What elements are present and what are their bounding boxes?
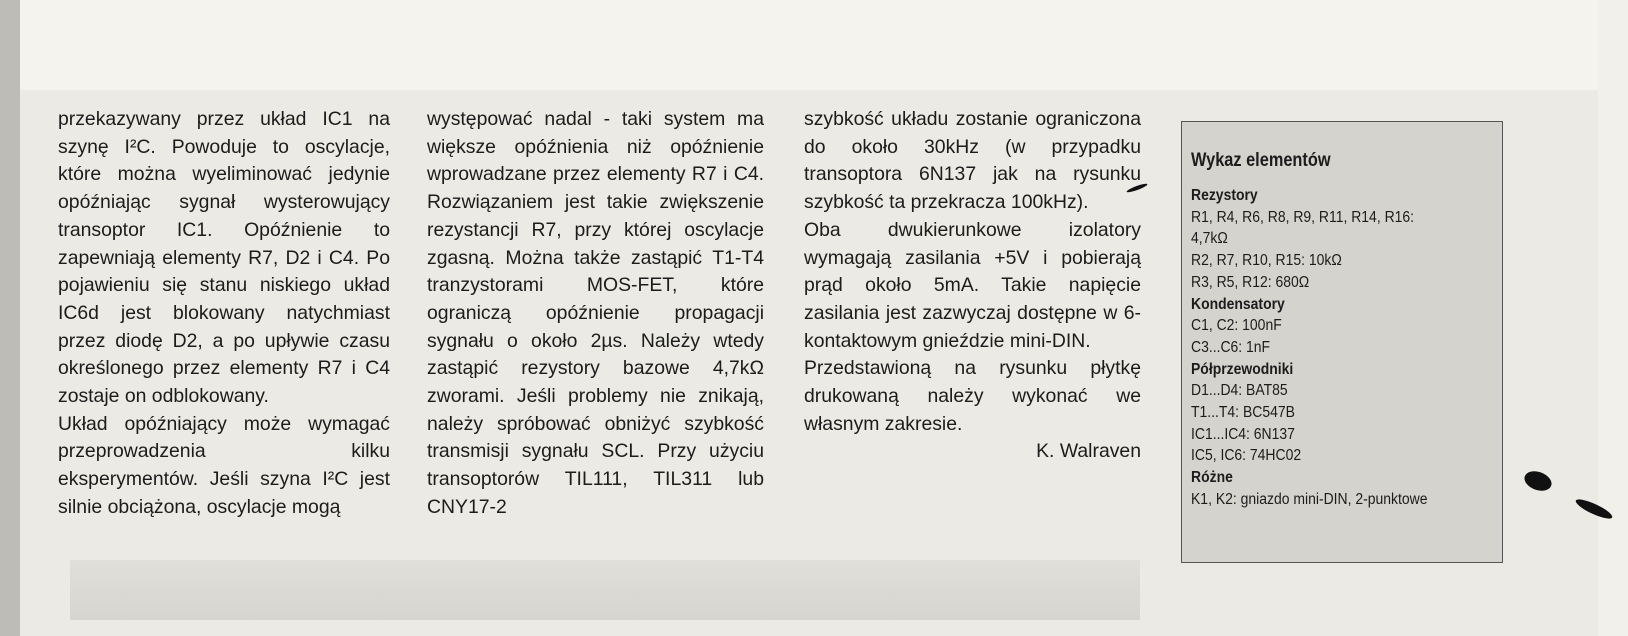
parts-list-item: R1, R4, R6, R8, R9, R11, R14, R16:: [1191, 208, 1415, 226]
page-binding-shadow: [0, 0, 20, 636]
paragraph: Oba dwukierunkowe izolatory wymagają zasilania +5V i pobierają prąd około 5mA. Takie napięcie zasilania jest zazwyczaj dostępne w 6-kontaktowym gnieździe mini-DIN.: [804, 218, 1141, 352]
parts-list-item: IC1...IC4: 6N137: [1191, 425, 1295, 443]
paragraph: występować nadal - taki system ma większe opóźnienia niż opóźnienie wprowadzane przez elementy R7 i C4. Rozwiązaniem jest takie zwiększenie rezystancji R7, przy której oscylacje zgasną. Można także zastąpić T1-T4 tranzystorami MOS-FET, które ograniczą opóźnienie propagacji sygnału o około 2µs. Należy wtedy zastąpić rezystory bazowe 4,7kΩ zworami. Jeśli problemy nie znikają, należy spróbować obniżyć szybkość transmisji sygnału SCL. Przy użyciu transoptorów TIL111, TIL311 lub CNY17-2: [427, 108, 764, 518]
parts-category-heading: Kondensatory: [1191, 295, 1285, 313]
paragraph: szybkość układu zostanie ograniczona do około 30kHz (w przypadku transoptora 6N137 jak na rysunku szybkość ta przekracza 100kHz).: [804, 108, 1141, 214]
bleed-through-area: [70, 560, 1140, 620]
parts-list-item: R3, R5, R12: 680Ω: [1191, 273, 1310, 291]
parts-list-item: K1, K2: gniazdo mini-DIN, 2-punktowe: [1191, 490, 1428, 508]
parts-category-heading: Rezystory: [1191, 187, 1258, 204]
paragraph: Układ opóźniający może wymagać przeprowadzenia kilku eksperymentów. Jeśli szyna I²C jest silnie obciążona, oscylacje mogą: [58, 412, 390, 518]
parts-list-item: T1...T4: BC547B: [1191, 404, 1295, 422]
paragraph: przekazywany przez układ IC1 na szynę I²C. Powoduje to oscylacje, które można wyeliminować jedynie opóźniając sygnał wysterowujący transoptor IC1. Opóźnienie to zapewniają elementy R7, D2 i C4. Po pojawieniu się stanu niskiego układ IC6d jest blokowany natychmiast przez diodę D2, a po upływie czasu określonego przez elementy R7 i C4 zostaje on odblokowany.: [58, 108, 390, 408]
parts-list-item: C1, C2: 100nF: [1191, 317, 1282, 335]
text-column-1: [58, 106, 390, 522]
parts-list-item: D1...D4: BAT85: [1191, 382, 1288, 400]
author-signature: K. Walraven: [1036, 440, 1141, 463]
page-right-edge: [1598, 0, 1628, 636]
text-column-3: [804, 106, 1141, 466]
parts-category-heading: Półprzewodniki: [1191, 360, 1294, 378]
parts-list-rows: [1191, 185, 1494, 511]
parts-list-item: C3...C6: 1nF: [1191, 338, 1271, 356]
page-top-margin: [20, 0, 1600, 90]
parts-list-title: Wykaz elementów: [1191, 150, 1331, 171]
parts-list-item: 4,7kΩ: [1191, 230, 1228, 248]
text-column-2: [427, 106, 764, 522]
parts-category-heading: Różne: [1191, 469, 1233, 487]
paragraph: Przedstawioną na rysunku płytkę drukowaną należy wykonać we własnym zakresie.: [804, 357, 1141, 435]
parts-list-item: R2, R7, R10, R15: 10kΩ: [1191, 252, 1342, 270]
parts-list-item: IC5, IC6: 74HC02: [1191, 447, 1302, 465]
parts-list-box: [1181, 121, 1503, 563]
